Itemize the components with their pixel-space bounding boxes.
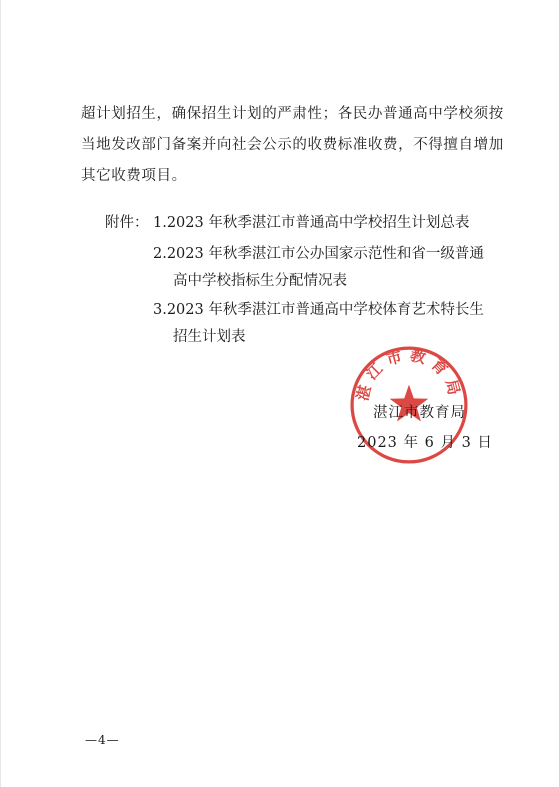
page-number: —4— bbox=[85, 733, 120, 747]
attachment-item-3-line-1: 3.2023 年秋季湛江市普通高中学校体育艺术特长生 bbox=[153, 302, 484, 318]
body-line-1: 超计划招生，确保招生计划的严肃性；各民办普通高中学校须按 bbox=[81, 106, 504, 122]
attachment-item-2-line-2: 高中学校指标生分配情况表 bbox=[173, 273, 347, 289]
body-line-3: 其它收费项目。 bbox=[81, 168, 187, 184]
signature-org: 湛江市教育局 bbox=[373, 405, 466, 421]
svg-text:湛江市教育局: 湛江市教育局 bbox=[353, 345, 465, 403]
attachment-item-1: 1.2023 年秋季湛江市普通高中学校招生计划总表 bbox=[153, 215, 470, 231]
signature-date: 2023 年 6 月 3 日 bbox=[357, 435, 493, 451]
attachment-item-3-line-2: 招生计划表 bbox=[173, 329, 246, 345]
attachment-item-2-line-1: 2.2023 年秋季湛江市公办国家示范性和省一级普通 bbox=[153, 246, 484, 262]
body-line-2: 当地发改部门备案并向社会公示的收费标准收费，不得擅自增加 bbox=[81, 137, 504, 153]
attachments-label: 附件： bbox=[105, 215, 149, 231]
